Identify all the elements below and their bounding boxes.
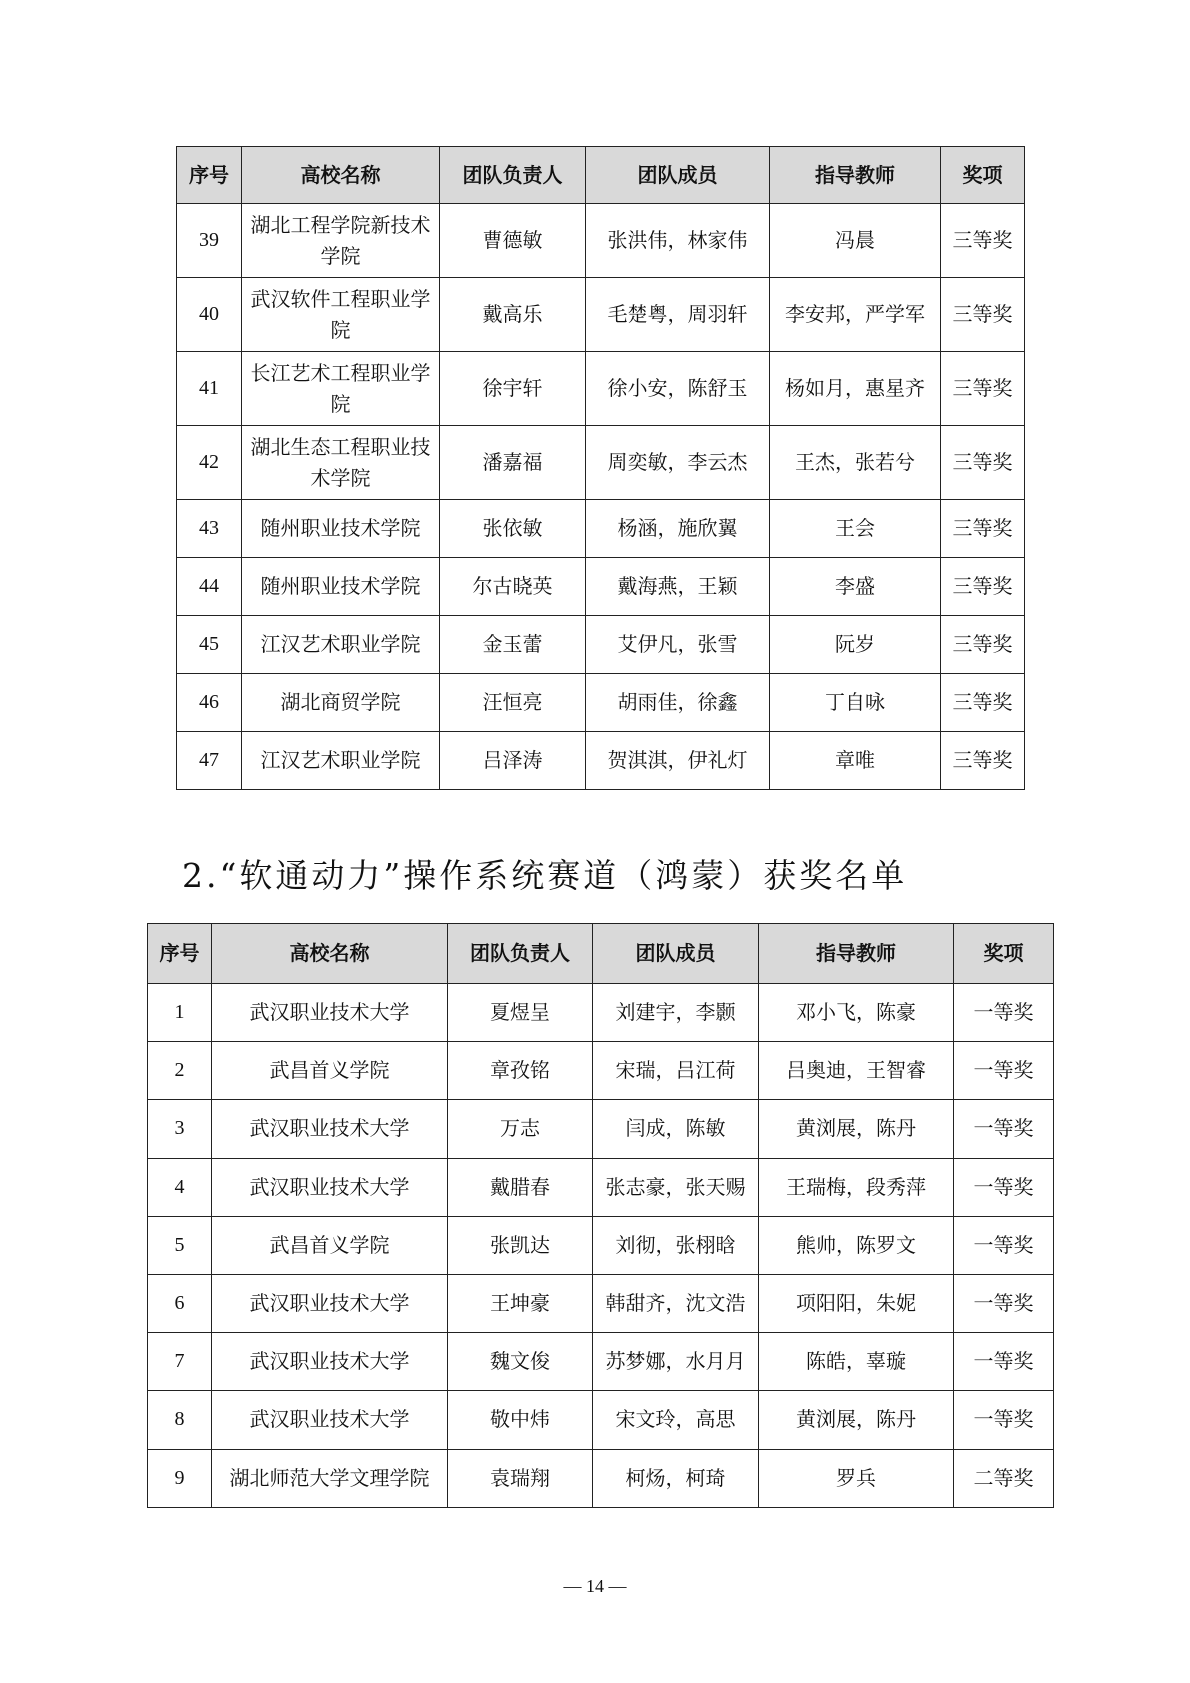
cell-advisor: 王瑞梅，段秀萍 [759,1158,954,1216]
cell-award: 一等奖 [954,1216,1054,1274]
cell-no: 3 [148,1100,212,1158]
cell-advisor: 罗兵 [759,1449,954,1507]
cell-leader: 戴高乐 [440,278,586,352]
cell-no: 1 [148,984,212,1042]
cell-award: 三等奖 [941,674,1025,732]
cell-no: 43 [177,500,242,558]
cell-leader: 尔古晓英 [440,558,586,616]
cell-school: 长江艺术工程职业学院 [242,352,440,426]
cell-no: 40 [177,278,242,352]
cell-school: 武汉职业技术大学 [212,1391,448,1449]
cell-advisor: 阮岁 [770,616,941,674]
cell-school: 武汉职业技术大学 [212,1100,448,1158]
cell-leader: 张凯达 [448,1216,593,1274]
cell-advisor: 熊帅，陈罗文 [759,1216,954,1274]
table-row [148,1333,1054,1391]
award-table-continued [176,146,1025,790]
cell-members: 苏梦娜，水月月 [593,1333,759,1391]
table-row [148,1100,1054,1158]
cell-leader: 徐宇轩 [440,352,586,426]
cell-no: 8 [148,1391,212,1449]
cell-leader: 潘嘉福 [440,426,586,500]
cell-leader: 敬中炜 [448,1391,593,1449]
cell-school: 武汉职业技术大学 [212,984,448,1042]
header-advisor: 指导教师 [770,147,941,204]
cell-advisor: 杨如月，惠星齐 [770,352,941,426]
table-row [177,674,1025,732]
header-no: 序号 [148,924,212,984]
cell-award: 一等奖 [954,1042,1054,1100]
cell-advisor: 陈皓，辜璇 [759,1333,954,1391]
table-row [148,1449,1054,1507]
cell-school: 武汉职业技术大学 [212,1158,448,1216]
cell-school: 湖北师范大学文理学院 [212,1449,448,1507]
cell-advisor: 项阳阳，朱妮 [759,1274,954,1332]
cell-leader: 吕泽涛 [440,732,586,790]
table-header-row [148,924,1054,984]
header-school: 高校名称 [212,924,448,984]
cell-no: 9 [148,1449,212,1507]
cell-no: 41 [177,352,242,426]
header-award: 奖项 [954,924,1054,984]
table-row [148,1391,1054,1449]
cell-school: 湖北工程学院新技术学院 [242,204,440,278]
cell-advisor: 李安邦，严学军 [770,278,941,352]
cell-no: 45 [177,616,242,674]
cell-award: 三等奖 [941,616,1025,674]
table-row [177,278,1025,352]
table-row [177,204,1025,278]
cell-members: 宋文玲，高思 [593,1391,759,1449]
cell-leader: 金玉蕾 [440,616,586,674]
header-no: 序号 [177,147,242,204]
table-row [177,558,1025,616]
cell-school: 武汉职业技术大学 [212,1274,448,1332]
header-leader: 团队负责人 [448,924,593,984]
cell-no: 47 [177,732,242,790]
table-row [177,616,1025,674]
cell-members: 杨涵，施欣翼 [586,500,770,558]
cell-award: 三等奖 [941,352,1025,426]
cell-members: 韩甜齐，沈文浩 [593,1274,759,1332]
table-row [177,426,1025,500]
cell-members: 刘建宇，李颢 [593,984,759,1042]
table-row [148,1042,1054,1100]
cell-award: 二等奖 [954,1449,1054,1507]
cell-advisor: 丁自咏 [770,674,941,732]
header-leader: 团队负责人 [440,147,586,204]
cell-award: 一等奖 [954,1100,1054,1158]
cell-advisor: 冯晨 [770,204,941,278]
cell-members: 闫成，陈敏 [593,1100,759,1158]
cell-members: 张志豪，张天赐 [593,1158,759,1216]
cell-school: 随州职业技术学院 [242,500,440,558]
table-header-row [177,147,1025,204]
cell-leader: 魏文俊 [448,1333,593,1391]
cell-leader: 戴腊春 [448,1158,593,1216]
cell-award: 三等奖 [941,278,1025,352]
cell-no: 46 [177,674,242,732]
cell-no: 6 [148,1274,212,1332]
cell-members: 胡雨佳，徐鑫 [586,674,770,732]
cell-members: 宋瑞，吕江荷 [593,1042,759,1100]
cell-advisor: 李盛 [770,558,941,616]
header-advisor: 指导教师 [759,924,954,984]
cell-no: 4 [148,1158,212,1216]
cell-award: 三等奖 [941,426,1025,500]
cell-award: 三等奖 [941,732,1025,790]
cell-members: 艾伊凡，张雪 [586,616,770,674]
cell-school: 武昌首义学院 [212,1216,448,1274]
cell-members: 柯炀，柯琦 [593,1449,759,1507]
cell-award: 一等奖 [954,1274,1054,1332]
cell-award: 一等奖 [954,1391,1054,1449]
cell-advisor: 王杰，张若兮 [770,426,941,500]
cell-school: 湖北生态工程职业技术学院 [242,426,440,500]
cell-members: 徐小安，陈舒玉 [586,352,770,426]
cell-no: 5 [148,1216,212,1274]
cell-school: 武昌首义学院 [212,1042,448,1100]
cell-leader: 万志 [448,1100,593,1158]
cell-advisor: 黄浏展，陈丹 [759,1391,954,1449]
table-row [148,984,1054,1042]
section-title: 2.“软通动力”操作系统赛道（鸿蒙）获奖名单 [182,856,908,895]
cell-leader: 王坤豪 [448,1274,593,1332]
table-row [177,500,1025,558]
cell-advisor: 邓小飞，陈豪 [759,984,954,1042]
cell-members: 张洪伟，林家伟 [586,204,770,278]
cell-no: 39 [177,204,242,278]
cell-school: 武汉软件工程职业学院 [242,278,440,352]
cell-advisor: 吕奥迪，王智睿 [759,1042,954,1100]
cell-award: 一等奖 [954,1158,1054,1216]
cell-school: 湖北商贸学院 [242,674,440,732]
cell-award: 一等奖 [954,1333,1054,1391]
cell-members: 毛楚粤，周羽轩 [586,278,770,352]
table-row [148,1216,1054,1274]
cell-no: 42 [177,426,242,500]
cell-no: 2 [148,1042,212,1100]
cell-advisor: 王会 [770,500,941,558]
cell-members: 贺淇淇，伊礼灯 [586,732,770,790]
cell-no: 44 [177,558,242,616]
table-row [177,352,1025,426]
cell-leader: 曹德敏 [440,204,586,278]
table-row [177,732,1025,790]
header-school: 高校名称 [242,147,440,204]
cell-leader: 夏煜呈 [448,984,593,1042]
cell-members: 周奕敏，李云杰 [586,426,770,500]
header-award: 奖项 [941,147,1025,204]
header-members: 团队成员 [593,924,759,984]
cell-award: 三等奖 [941,204,1025,278]
header-members: 团队成员 [586,147,770,204]
cell-no: 7 [148,1333,212,1391]
cell-school: 江汉艺术职业学院 [242,616,440,674]
cell-members: 戴海燕，王颖 [586,558,770,616]
cell-school: 江汉艺术职业学院 [242,732,440,790]
page-number: — 14 — [563,1576,627,1596]
cell-school: 武汉职业技术大学 [212,1333,448,1391]
table-row [148,1274,1054,1332]
cell-award: 一等奖 [954,984,1054,1042]
cell-leader: 章孜铭 [448,1042,593,1100]
cell-leader: 袁瑞翔 [448,1449,593,1507]
cell-award: 三等奖 [941,500,1025,558]
cell-award: 三等奖 [941,558,1025,616]
cell-school: 随州职业技术学院 [242,558,440,616]
cell-leader: 汪恒亮 [440,674,586,732]
cell-leader: 张依敏 [440,500,586,558]
cell-advisor: 章唯 [770,732,941,790]
table-row [148,1158,1054,1216]
cell-advisor: 黄浏展，陈丹 [759,1100,954,1158]
cell-members: 刘彻，张栩晗 [593,1216,759,1274]
award-table-harmony [147,923,1054,1508]
